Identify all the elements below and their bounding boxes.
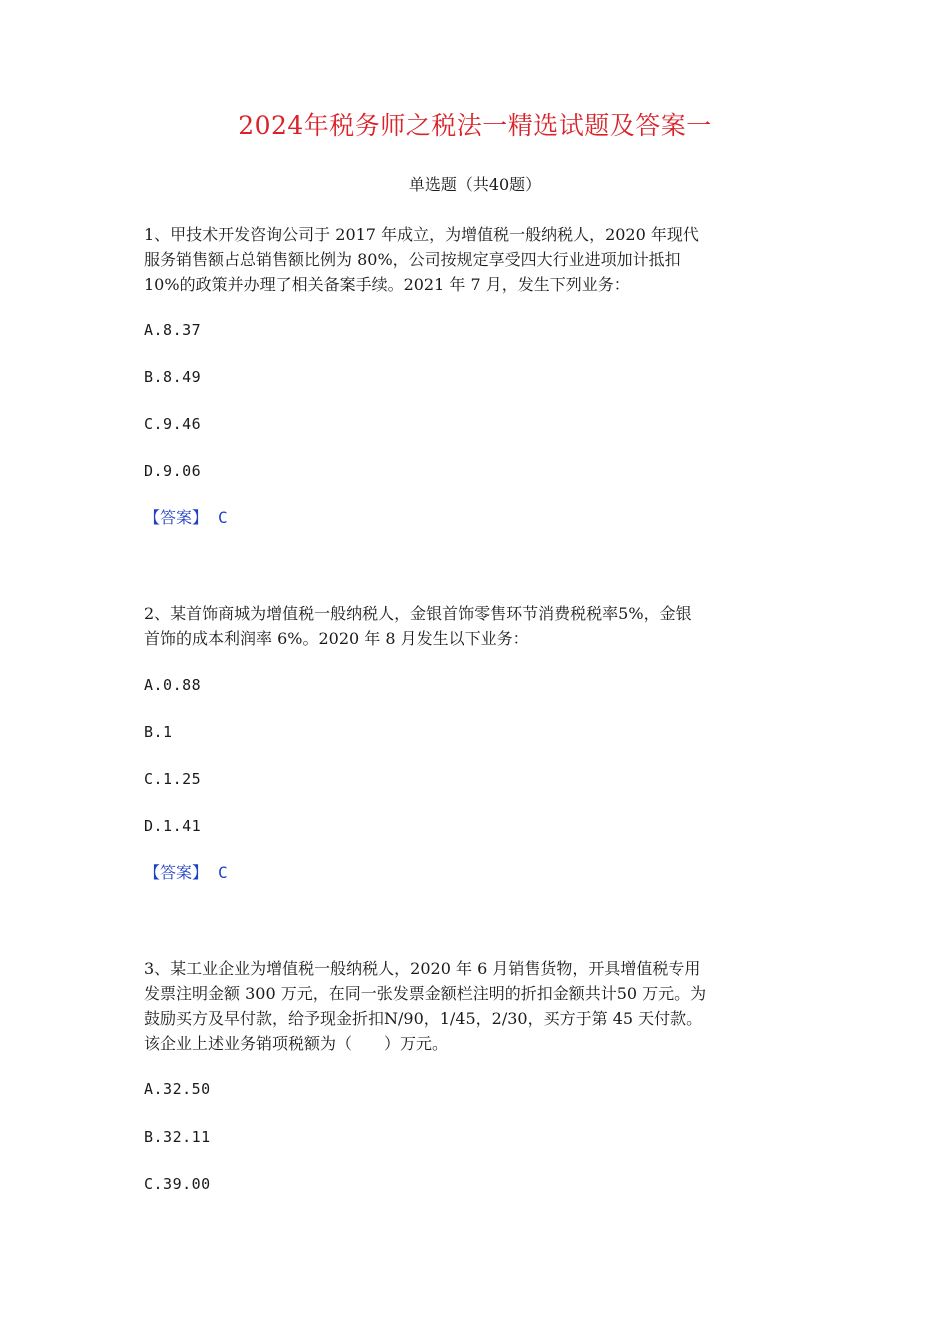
answer-label: 【答案】	[144, 508, 209, 527]
answer-letter: C	[218, 863, 228, 882]
document-title: 2024年税务师之税法一精选试题及答案一	[238, 111, 712, 140]
question-2-option-b: B.1	[144, 723, 173, 741]
question-2-option-d: D.1.41	[144, 817, 202, 835]
question-1-stem-line: 服务销售额占总销售额比例为 80%，公司按规定享受四大行业进项加计抵扣	[144, 250, 681, 269]
question-3-stem-line: 3、某工业企业为增值税一般纳税人，2020 年 6 月销售货物，开具增值税专用	[144, 959, 701, 978]
question-1-option-b: B.8.49	[144, 368, 202, 386]
question-2-stem-line: 2、某首饰商城为增值税一般纳税人，金银首饰零售环节消费税税率5%，金银	[144, 604, 692, 623]
question-1-stem-line: 1、甲技术开发咨询公司于 2017 年成立，为增值税一般纳税人，2020 年现代	[144, 225, 699, 244]
question-2-option-c: C.1.25	[144, 770, 202, 788]
question-1-option-d: D.9.06	[144, 462, 202, 480]
question-3-option-a: A.32.50	[144, 1080, 211, 1098]
question-3-stem-line: 鼓励买方及早付款，给予现金折扣N/90，1/45，2/30，买方于第 45 天付款。	[144, 1009, 703, 1028]
question-3-option-c: C.39.00	[144, 1175, 211, 1193]
question-2-answer	[144, 861, 228, 885]
question-2-stem	[144, 601, 804, 651]
section-heading: 单选题（共40题）	[408, 175, 542, 194]
question-1-option-a: A.8.37	[144, 321, 202, 339]
question-1-answer	[144, 506, 228, 530]
question-3-stem	[144, 956, 804, 1056]
question-1-option-c: C.9.46	[144, 415, 202, 433]
question-3-option-b: B.32.11	[144, 1128, 211, 1146]
question-2-option-a: A.0.88	[144, 676, 202, 694]
question-1-stem-line: 10%的政策并办理了相关备案手续。2021 年 7 月，发生下列业务：	[144, 275, 630, 294]
question-3-stem-line: 该企业上述业务销项税额为（ ）万元。	[144, 1034, 449, 1053]
question-2-stem-line: 首饰的成本利润率 6%。2020 年 8 月发生以下业务：	[144, 629, 529, 648]
question-3-stem-line: 发票注明金额 300 万元，在同一张发票金额栏注明的折扣金额共计50 万元。为	[144, 984, 707, 1003]
question-1-stem	[144, 222, 804, 297]
answer-letter: C	[218, 508, 228, 527]
answer-label: 【答案】	[144, 863, 209, 882]
